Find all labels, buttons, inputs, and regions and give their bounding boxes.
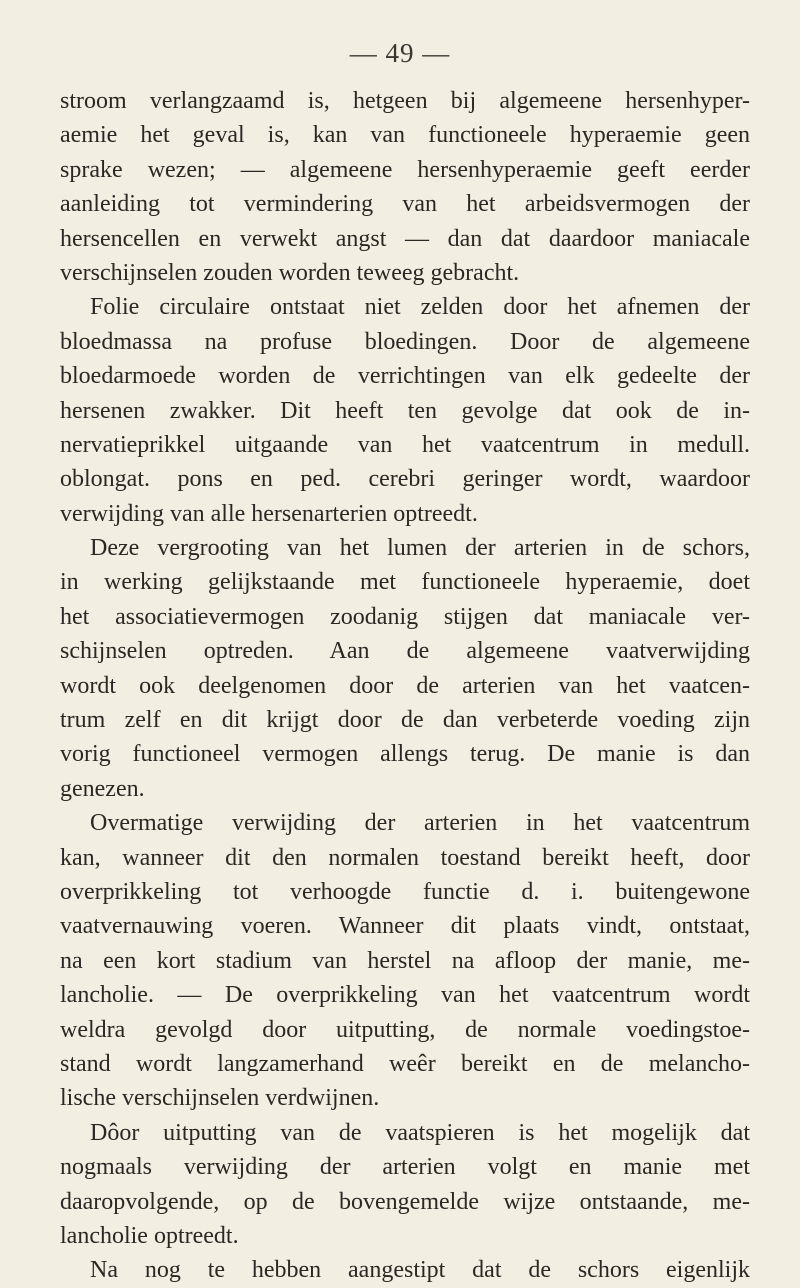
text-line: oblongat. pons en ped. cerebri geringer wordt, waardoor [60, 466, 750, 493]
paragraph-start-line: Overmatige verwijding der arterien in het vaatcentrum [90, 810, 750, 837]
text-line: lancholie optreedt. [60, 1222, 239, 1249]
text-line: hersenen zwakker. Dit heeft ten gevolge dat ook de in- [60, 397, 750, 424]
text-line: nogmaals verwijding der arterien volgt en manie met [60, 1154, 750, 1181]
text-line: het associatievermogen zoodanig stijgen dat maniacale ver- [60, 603, 750, 630]
text-line: verschijnselen zouden worden teweeg gebracht. [60, 259, 520, 286]
text-line: aanleiding tot vermindering van het arbeidsvermogen der [60, 191, 750, 218]
paragraph-start-line: Folie circulaire ontstaat niet zelden door het afnemen der [90, 294, 750, 321]
text-line: wordt ook deelgenomen door de arterien van het vaatcen- [60, 672, 750, 699]
page-number: — 49 — [349, 38, 451, 68]
text-line: bloedmassa na profuse bloedingen. Door de algemeene [60, 328, 750, 355]
text-line: vaatvernauwing voeren. Wanneer dit plaats vindt, ontstaat, [60, 913, 750, 940]
paragraph-start-line: Na nog te hebben aangestipt dat de schors eigenlijk [90, 1257, 750, 1284]
text-line: trum zelf en dit krijgt door de dan verbeterde voeding zijn [60, 707, 750, 734]
text-line: stand wordt langzamerhand weêr bereikt en de melancho- [60, 1050, 750, 1077]
paragraph-start-line: Deze vergrooting van het lumen der arterien in de schors, [90, 535, 750, 562]
text-line: vorig functioneel vermogen allengs terug. De manie is dan [60, 741, 750, 768]
text-line: stroom verlangzaamd is, hetgeen bij algemeene hersenhyper- [60, 88, 750, 114]
text-line: kan, wanneer dit den normalen toestand bereikt heeft, door [60, 844, 750, 871]
text-line: lancholie. — De overprikkeling van het vaatcentrum wordt [60, 982, 750, 1009]
text-line: sprake wezen; — algemeene hersenhyperaemie geeft eerder [60, 156, 750, 183]
text-line: genezen. [60, 775, 145, 802]
text-line: aemie het geval is, kan van functioneele hyperaemie geen [60, 122, 750, 149]
text-line: daaropvolgende, op de bovengemelde wijze ontstaande, me- [60, 1188, 750, 1215]
text-line: schijnselen optreden. Aan de algemeene vaatverwijding [60, 638, 750, 665]
text-line: weldra gevolgd door uitputting, de normale voedingstoe- [60, 1016, 750, 1043]
body-text [60, 84, 750, 1288]
text-line: overprikkeling tot verhoogde functie d. i. buitengewone [60, 878, 750, 905]
text-line: lische verschijnselen verdwijnen. [60, 1085, 380, 1112]
text-line: hersencellen en verwekt angst — dan dat daardoor maniacale [60, 225, 750, 252]
text-line: verwijding van alle hersenarterien optreedt. [60, 500, 478, 527]
text-line: in werking gelijkstaande met functioneele hyperaemie, doet [60, 569, 750, 596]
text-line: nervatieprikkel uitgaande van het vaatcentrum in medull. [60, 431, 750, 458]
paragraph-start-line: Dôor uitputting van de vaatspieren is het mogelijk dat [90, 1119, 750, 1146]
text-line: bloedarmoede worden de verrichtingen van elk gedeelte der [60, 363, 750, 390]
text-line: na een kort stadium van herstel na afloop der manie, me- [60, 947, 750, 974]
